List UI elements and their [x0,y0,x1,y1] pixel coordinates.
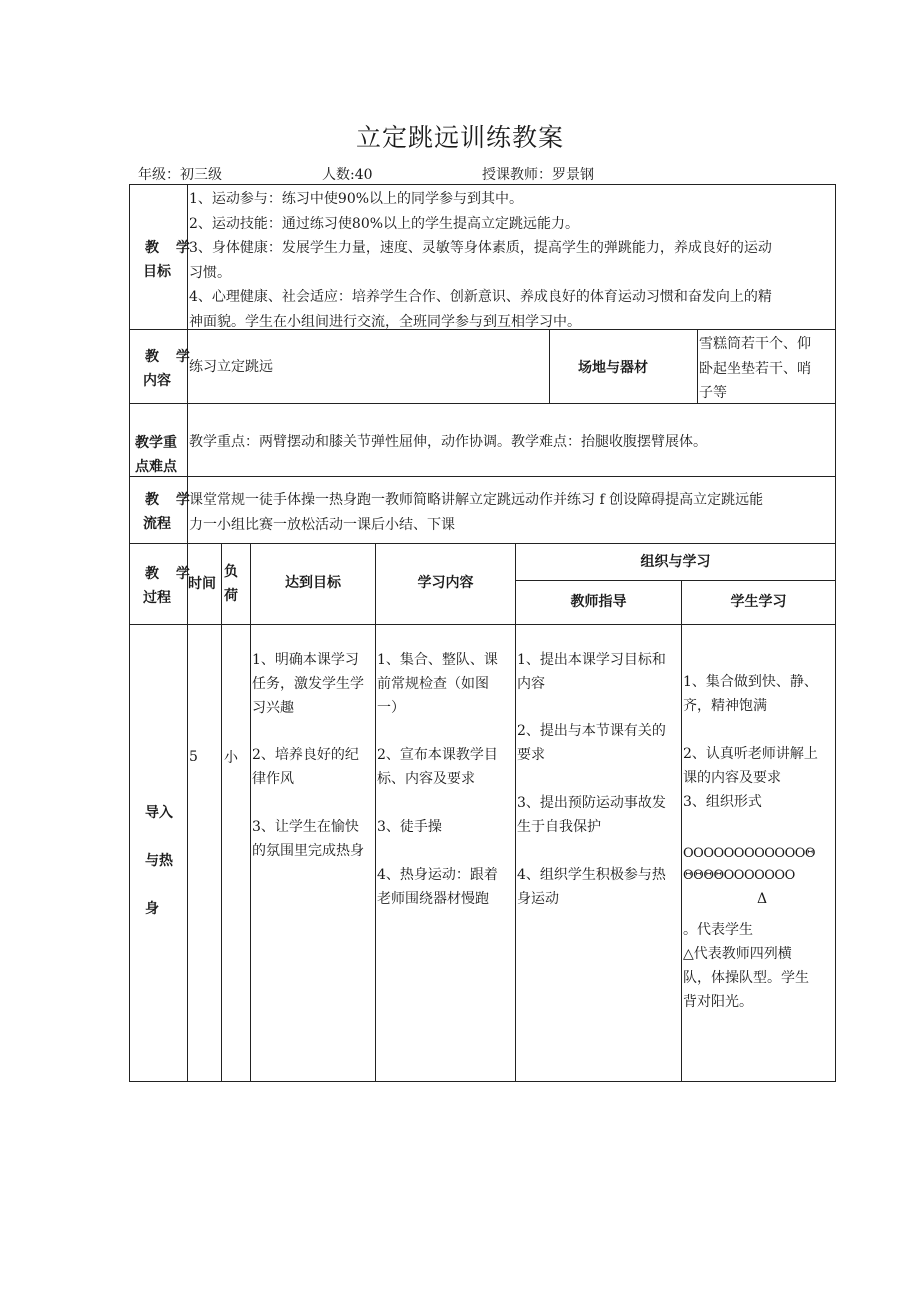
objectives-text: 1、运动参与：练习中使90%以上的同学参与到其中。 2、运动技能：通过练习使80%以上的学生提高立定跳远能力。 3、身体健康：发展学生力量，速度、灵敏等身体素质，提高学生的弹跳能力，养成良好的运动 习惯。 4、心理健康、社会适应：培养学生合作、创新意识、养成良好的体育运动习惯和奋发向上的精 神面貌。学生在小组间进行交流，全班同学参与到互相学习中。 [189,191,772,330]
content-label-2: 内容 [143,373,171,389]
keypoints-label: 教学重 [135,435,177,451]
section-name-3: 身 [145,901,159,917]
flow-text: 课堂常规一徒手体操一热身跑一教师简略讲解立定跳远动作并练习 f 创设障碍提高立定跳远能 力一小组比赛一放松活动一课后小结、下课 [189,492,764,533]
load-header: 负 [224,564,238,580]
page-title: 立定跳远训练教案 [355,123,564,152]
grade-label: 年级：初三级 [138,167,222,183]
section-name-2: 与热 [145,853,173,869]
content-label: 教 学 [145,349,196,365]
formation-row-2: ΘΘΘΘOOOOOOO [683,868,795,883]
load-header-2: 荷 [224,588,238,604]
venue-value: 雪糕筒若干个、仰 卧起坐垫若干、哨 子等 [699,336,811,401]
teacher-guide-header: 教师指导 [570,594,627,610]
objectives-label-2: 目标 [143,264,171,280]
venue-label: 场地与器材 [578,360,648,376]
process-label: 教 学 [145,566,196,582]
teacher-name: 授课教师：罗景钢 [482,167,594,183]
study-content-header: 学习内容 [417,575,474,591]
keypoints-value: 教学重点：两臂摆动和膝关节弹性屈伸，动作协调。教学难点：抬腿收腹摆臂展体。 [189,434,707,450]
objectives-label: 教 学 [145,240,196,256]
section-load: 小 [224,750,238,766]
flow-label: 教 学 [145,492,196,508]
student-learn-header: 学生学习 [730,594,787,610]
student-count: 人数:40 [322,167,373,183]
formation-row-1: OOOOOOOOOOOOΘ [683,846,816,861]
flow-label-2: 流程 [143,516,171,532]
time-header: 时间 [188,576,216,592]
section-name: 导入 [145,805,173,821]
content-value: 练习立定跳远 [189,359,273,375]
goal-header: 达到目标 [285,575,341,591]
process-label-2: 过程 [143,590,171,606]
org-header: 组织与学习 [640,554,711,570]
section-time: 5 [189,749,198,765]
keypoints-label-2: 点难点 [135,459,177,475]
teacher-marker: Δ [757,891,768,907]
